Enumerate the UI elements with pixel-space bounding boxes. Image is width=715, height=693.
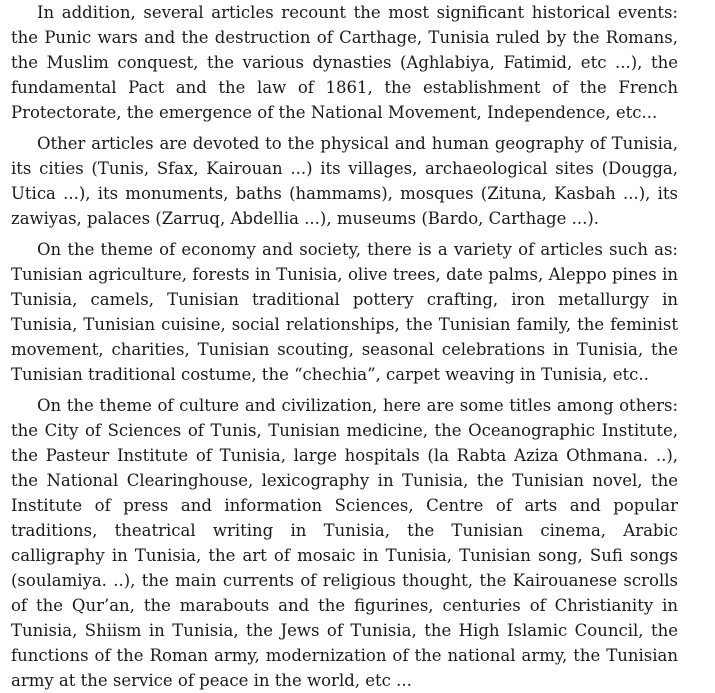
paragraph-geography: Other articles are devoted to the physical and human geography of Tunisia, its cities (Tunis, Sfax, Kairouan ...) its villages, archaeological sites (Dougga, Utica ...), its monuments, baths (hammams), mosques (Zituna, Kasbah ...), its zawiyas, palaces (Zarruq, Abdellia ...), museums (Bardo, Carthage ...).	[11, 134, 678, 228]
document-page	[11, 0, 678, 693]
paragraph-culture-civilization: On the theme of culture and civilization, here are some titles among others: the City of Sciences of Tunis, Tunisian medicine, the Oceanographic Institute, the Pasteur Institute of Tunisia, large hospitals (la Rabta Aziza Othmana. ..), the National Clearinghouse, lexicography in Tunisia, the Tunisian novel, the Institute of press and information Sciences, Centre of arts and popular traditions, theatrical writing in Tunisia, the Tunisian cinema, Arabic calligraphy in Tunisia, the art of mosaic in Tunisia, Tunisian song, Sufi songs (soulamiya. ..), the main currents of religious thought, the Kairouanese scrolls of the Qur’an, the marabouts and the figurines, centuries of Christianity in Tunisia, Shiism in Tunisia, the Jews of Tunisia, the High Islamic Council, the functions of the Roman army, modernization of the national army, the Tunisian army at the service of peace in the world, etc ...	[11, 396, 678, 690]
paragraph-history: In addition, several articles recount the most significant historical events: the Punic wars and the destruction of Carthage, Tunisia ruled by the Romans, the Muslim conquest, the various dynasties (Aghlabiya, Fatimid, etc ...), the fundamental Pact and the law of 1861, the establishment of the French Protectorate, the emergence of the National Movement, Independence, etc...	[11, 3, 678, 122]
paragraph-economy-society: On the theme of economy and society, there is a variety of articles such as: Tunisian agriculture, forests in Tunisia, olive trees, date palms, Aleppo pines in Tunisia, camels, Tunisian traditional pottery crafting, iron metallurgy in Tunisia, Tunisian cuisine, social relationships, the Tunisian family, the feminist movement, charities, Tunisian scouting, seasonal celebrations in Tunisia, the Tunisian traditional costume, the “chechia”, carpet weaving in Tunisia, etc..	[11, 240, 678, 384]
